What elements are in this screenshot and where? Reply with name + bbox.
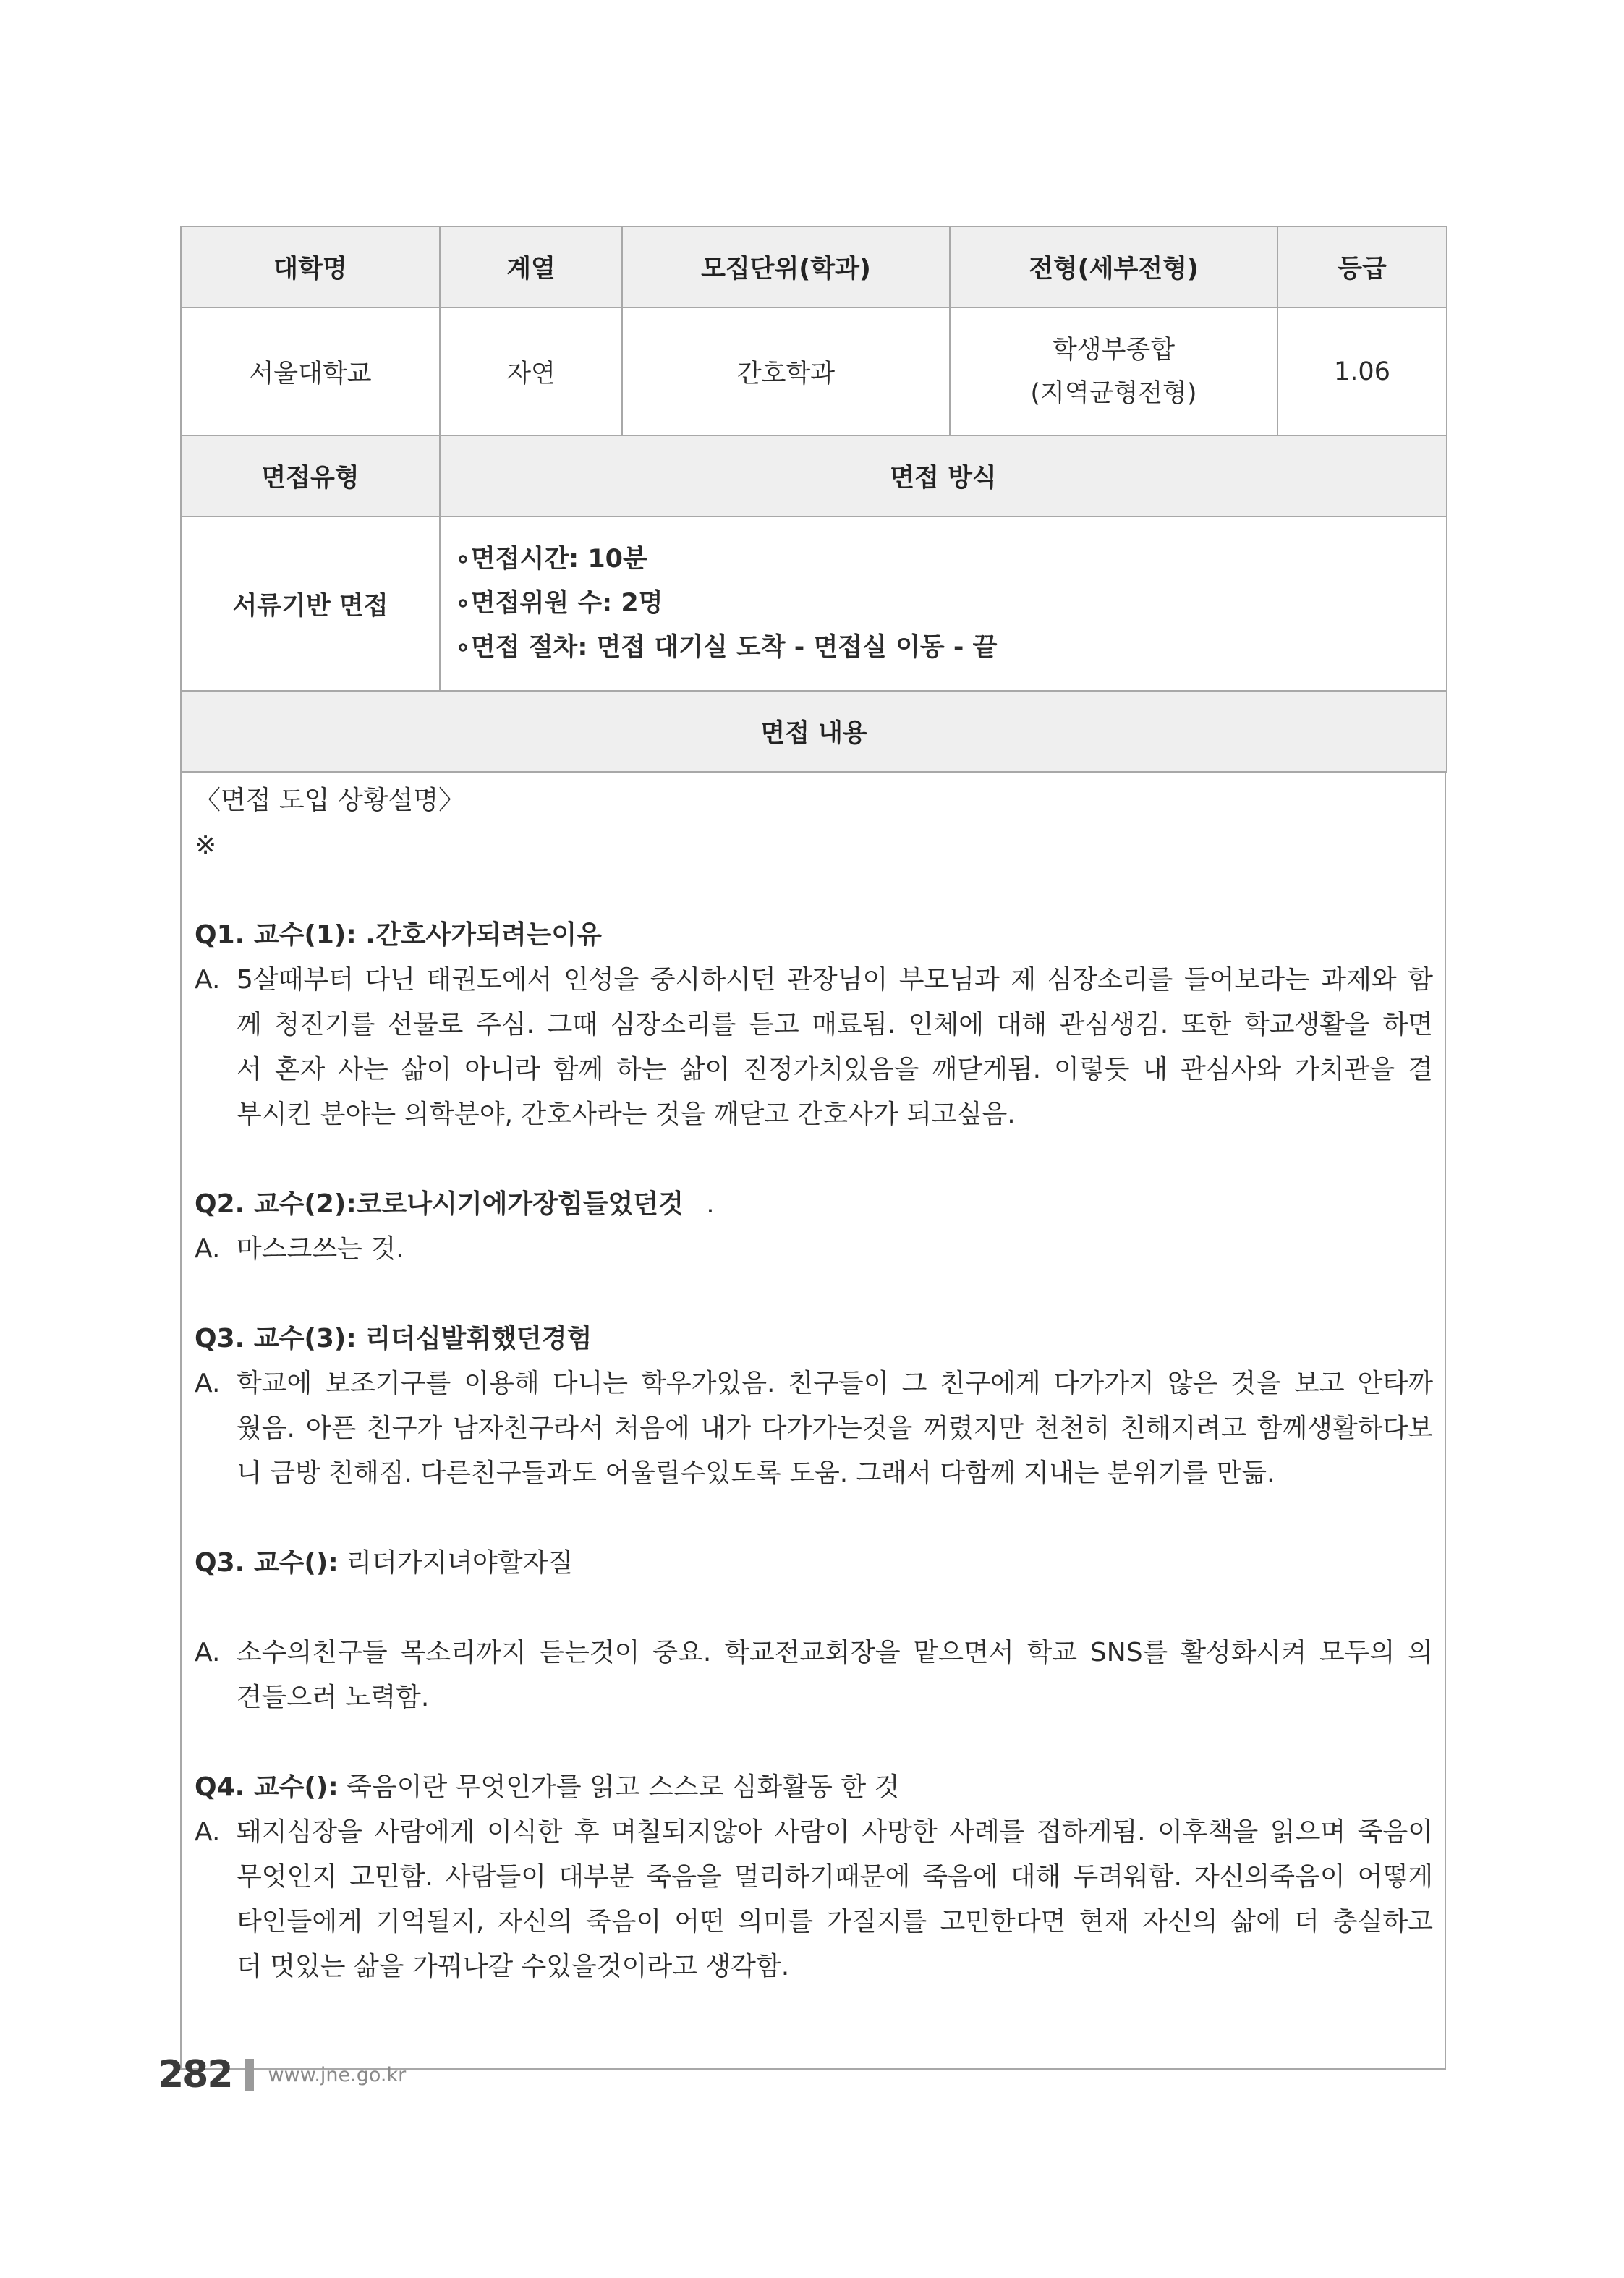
question-4 — [182, 1765, 1445, 1810]
answer-2 — [182, 1227, 1445, 1272]
question-text: Q3. 교수(): — [195, 1548, 339, 1578]
question-3b — [182, 1541, 1445, 1586]
answer-text — [237, 1361, 1433, 1496]
cell-grade: 1.06 — [1277, 307, 1447, 435]
method-duration: ∘면접시간: 10분 — [455, 545, 647, 574]
header-department: 모집단위(학과) — [622, 226, 950, 307]
answer-line: 마스크쓰는 것. — [237, 1234, 404, 1264]
footer-url: www.jne.go.kr — [268, 2063, 407, 2086]
interview-content-body — [180, 773, 1446, 2070]
answer-line: 웠음. 아픈 친구가 남자친구라서 처음에 내가 다가가는것을 꺼렸지만 천천히 친해지려고 함께생활하다보 — [237, 1414, 1433, 1443]
method-procedure: ∘면접 절차: 면접 대기실 도착 - 면접실 이동 - 끝 — [455, 633, 998, 662]
admission-line-1: 학생부종합 — [1052, 335, 1176, 365]
answer-line: 타인들에게 기억될지, 자신의 죽음이 어떤 의미를 가질지를 고민한다면 현재 자신의 삶에 더 충실하고 — [237, 1907, 1433, 1937]
answer-lead: A. — [195, 1234, 221, 1264]
answer-lead: A. — [195, 1817, 221, 1847]
answer-text — [237, 1810, 1433, 1989]
answer-line: 5살때부터 다닌 태권도에서 인성을 중시하시던 관장님이 부모님과 제 심장소리를 들어보라는 과제와 함 — [237, 965, 1433, 995]
answer-line: 소수의친구들 목소리까지 듣는것이 중요. 학교전교회장을 맡으면서 학교 SNS를 활성화시켜 모두의 의 — [237, 1638, 1433, 1667]
header-interview-method: 면접 방식 — [440, 435, 1447, 517]
answer-lead: A. — [195, 1369, 221, 1398]
answer-text — [237, 958, 1433, 1137]
question-text: Q4. 교수(): — [195, 1772, 339, 1802]
note-mark: ※ — [195, 830, 217, 860]
header-interview-content: 면접 내용 — [181, 691, 1447, 772]
header-admission: 전형(세부전형) — [950, 226, 1277, 307]
answer-text — [237, 1631, 1433, 1720]
header-track: 계열 — [440, 226, 622, 307]
header-interview-type: 면접유형 — [181, 435, 440, 517]
question-text: Q2. 교수(2):코로나시기에가장힘들었던것 — [195, 1189, 684, 1219]
answer-4 — [182, 1810, 1445, 1989]
cell-admission — [950, 307, 1277, 435]
cell-university: 서울대학교 — [181, 307, 440, 435]
answer-lead: A. — [195, 1638, 221, 1667]
answer-line: 부시킨 분야는 의학분야, 간호사라는 것을 깨닫고 간호사가 되고싶음. — [237, 1100, 1016, 1129]
answer-3 — [182, 1361, 1445, 1496]
intro-heading: 〈면접 도입 상황설명〉 — [195, 786, 465, 815]
question-2 — [182, 1182, 1445, 1227]
admission-line-2: (지역균형전형) — [1030, 378, 1197, 408]
question-tail: . — [697, 1189, 715, 1219]
header-grade: 등급 — [1277, 226, 1447, 307]
answer-line: 학교에 보조기구를 이용해 다니는 학우가있음. 친구들이 그 친구에게 다가가지 않은 것을 보고 안타까 — [237, 1369, 1433, 1398]
cell-track: 자연 — [440, 307, 622, 435]
cell-interview-type: 서류기반 면접 — [181, 517, 440, 691]
answer-3b — [182, 1631, 1445, 1720]
page-footer — [158, 2053, 406, 2096]
header-university: 대학명 — [181, 226, 440, 307]
page-number: 282 — [158, 2053, 232, 2096]
answer-lead: A. — [195, 965, 221, 995]
answer-line: 더 멋있는 삶을 가꿔나갈 수있을것이라고 생각함. — [237, 1952, 790, 1981]
answer-line: 니 금방 친해짐. 다른친구들과도 어울릴수있도록 도움. 그래서 다함께 지내는 분위기를 만듦. — [237, 1458, 1275, 1488]
answer-line: 견들으러 노력함. — [237, 1683, 430, 1712]
answer-text — [237, 1227, 1433, 1272]
cell-interview-methods — [440, 517, 1447, 691]
cell-department: 간호학과 — [622, 307, 950, 435]
question-tail: 리더가지녀야할자질 — [338, 1548, 574, 1578]
answer-line: 무엇인지 고민함. 사람들이 대부분 죽음을 멀리하기때문에 죽음에 대해 두려워함. 자신의죽음이 어떻게 — [237, 1862, 1433, 1892]
answer-line: 서 혼자 사는 삶이 아니라 함께 하는 삶이 진정가치있음을 깨닫게됨. 이렇듯 내 관심사와 가치관을 결 — [237, 1055, 1433, 1084]
question-3: Q3. 교수(3): 리더십발휘했던경험 — [195, 1324, 592, 1353]
interview-sheet — [180, 226, 1445, 2070]
question-1: Q1. 교수(1): .간호사가되려는이유 — [195, 920, 602, 950]
question-tail: 죽음이란 무엇인가를 읽고 스스로 심화활동 한 것 — [338, 1772, 900, 1802]
method-panel-count: ∘면접위원 수: 2명 — [455, 589, 663, 618]
answer-line: 께 청진기를 선물로 주심. 그때 심장소리를 듣고 매료됨. 인체에 대해 관심생김. 또한 학교생활을 하면 — [237, 1010, 1433, 1040]
footer-divider — [245, 2059, 254, 2091]
answer-line: 돼지심장을 사람에게 이식한 후 며칠되지않아 사람이 사망한 사례를 접하게됨. 이후책을 읽으며 죽음이 — [237, 1817, 1433, 1847]
admission-info-table — [180, 226, 1447, 773]
answer-1 — [182, 958, 1445, 1137]
